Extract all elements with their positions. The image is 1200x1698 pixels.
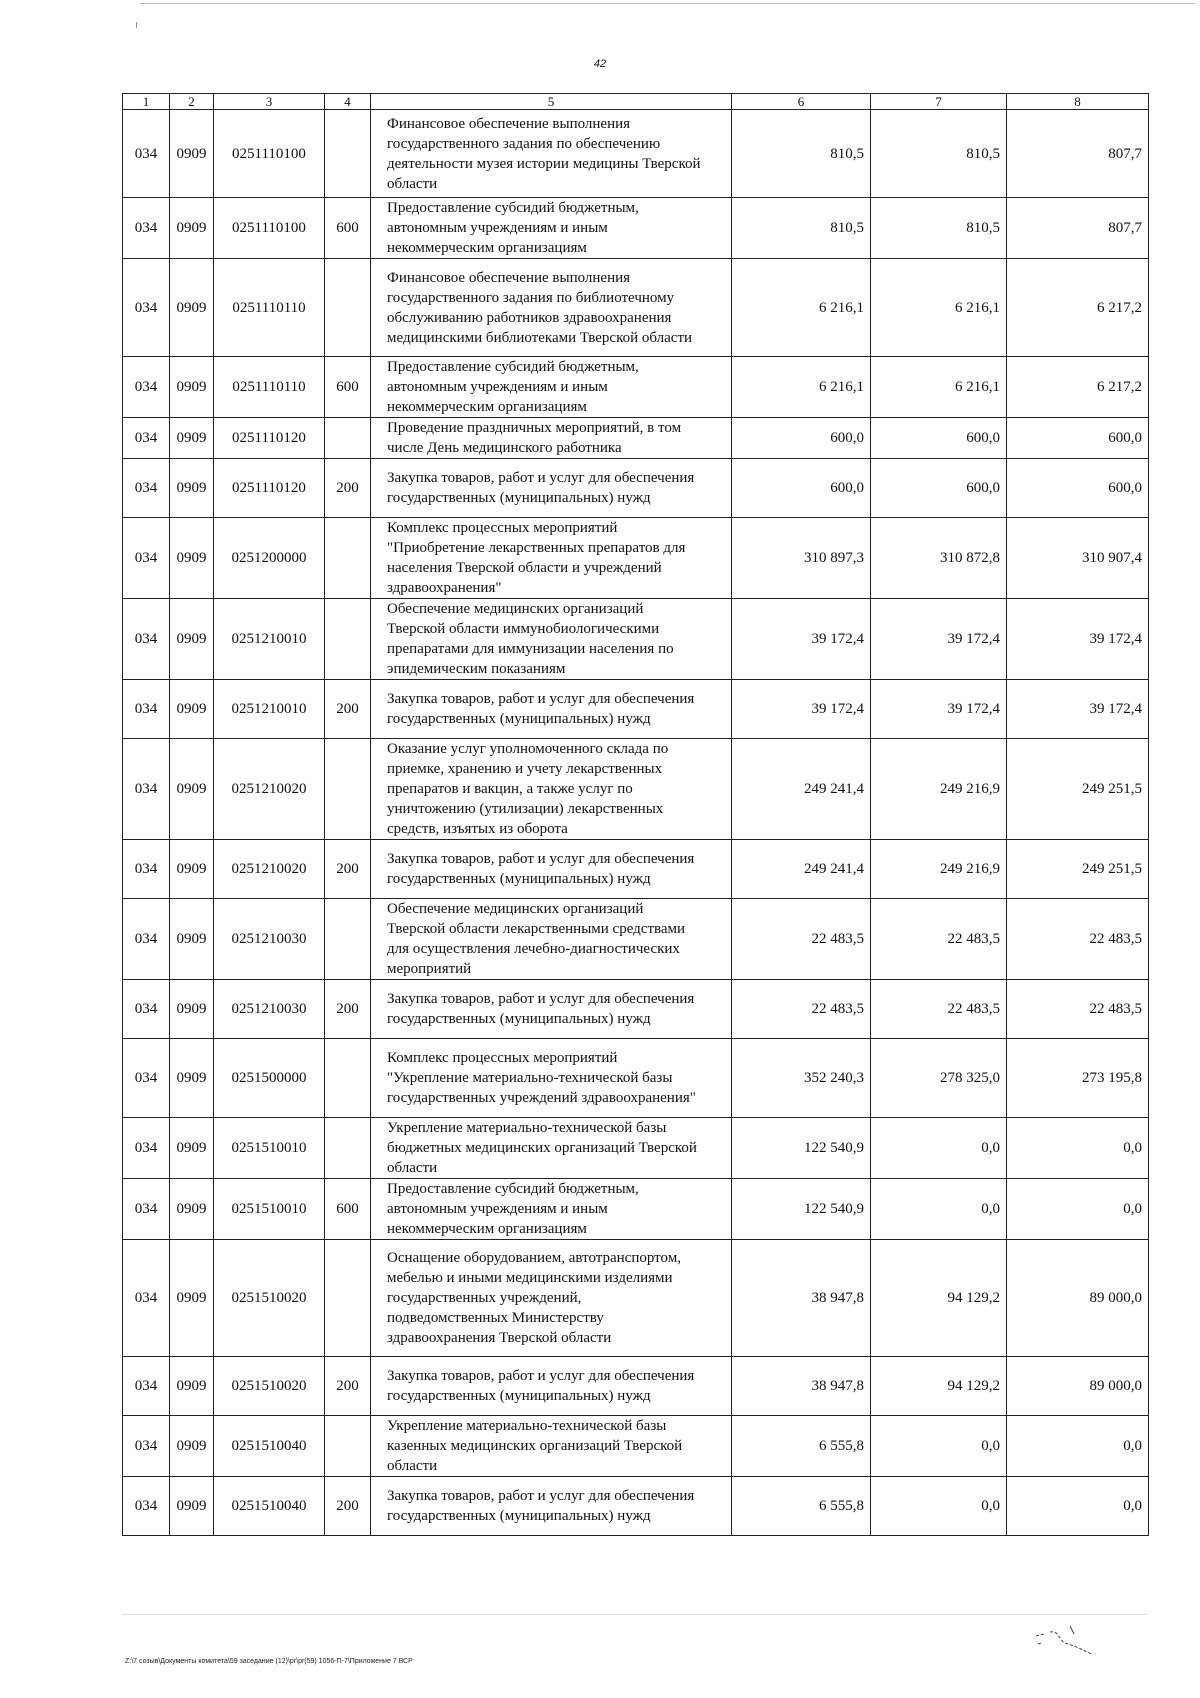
amount-col-8: 807,7 [1007, 110, 1149, 198]
description-line: Закупка товаров, работ и услуг для обеспечения [387, 470, 695, 486]
dept-code: 034 [123, 1357, 170, 1416]
handwritten-mark [1030, 1622, 1100, 1662]
description-line: государственных (муниципальных) нужд [387, 711, 651, 727]
section-code: 0909 [170, 1416, 214, 1477]
dept-code: 034 [123, 518, 170, 599]
table-row [123, 1118, 1149, 1179]
dept-code: 034 [123, 739, 170, 840]
dept-code: 034 [123, 198, 170, 259]
description-line: эпидемическим показаниям [387, 661, 566, 677]
amount-col-6: 38 947,8 [732, 1357, 871, 1416]
dept-code: 034 [123, 899, 170, 980]
description-line: препаратов и вакцин, а также услуг по [387, 781, 633, 797]
section-code: 0909 [170, 840, 214, 899]
section-code: 0909 [170, 518, 214, 599]
section-code: 0909 [170, 980, 214, 1039]
section-code: 0909 [170, 357, 214, 418]
row-description [371, 599, 732, 680]
description-line: Обеспечение медицинских организаций [387, 601, 644, 617]
row-description [371, 1240, 732, 1357]
amount-col-7: 0,0 [871, 1477, 1007, 1536]
amount-col-8: 89 000,0 [1007, 1357, 1149, 1416]
description-line: государственного задания по библиотечному [387, 289, 675, 306]
description-line: уничтожению (утилизации) лекарственных [387, 801, 664, 817]
table-row [123, 518, 1149, 599]
amount-col-7: 6 216,1 [871, 259, 1007, 357]
amount-col-8: 6 217,2 [1007, 259, 1149, 357]
amount-col-7: 94 129,2 [871, 1357, 1007, 1416]
amount-col-6: 310 897,3 [732, 518, 871, 599]
description-line: средств, изъятых из оборота [387, 821, 568, 837]
row-description [371, 680, 732, 739]
description-line: Комплекс процессных мероприятий [387, 1050, 618, 1066]
table-row [123, 357, 1149, 418]
dept-code: 034 [123, 1416, 170, 1477]
amount-col-6: 122 540,9 [732, 1179, 871, 1240]
amount-col-7: 249 216,9 [871, 739, 1007, 840]
amount-col-8: 0,0 [1007, 1118, 1149, 1179]
description-line: здравоохранения Тверской области [387, 1330, 612, 1346]
row-description [371, 980, 732, 1039]
row-description [371, 1477, 732, 1536]
expense-type-code: 600 [325, 357, 371, 418]
target-article-code: 0251110100 [214, 110, 325, 198]
description-line: Предоставление субсидий бюджетным, [387, 359, 639, 375]
amount-col-6: 6 216,1 [732, 357, 871, 418]
dept-code: 034 [123, 599, 170, 680]
dept-code: 034 [123, 357, 170, 418]
row-description [371, 418, 732, 459]
description-line: Финансовое обеспечение выполнения [387, 115, 631, 132]
target-article-code: 0251210020 [214, 840, 325, 899]
amount-col-8: 249 251,5 [1007, 840, 1149, 899]
expense-type-code: 200 [325, 840, 371, 899]
description-line: государственных (муниципальных) нужд [387, 1388, 651, 1404]
amount-col-6: 810,5 [732, 198, 871, 259]
row-description [371, 1118, 732, 1179]
description-line: Оснащение оборудованием, автотранспортом, [387, 1250, 681, 1266]
description-line: автономным учреждениям и иным [387, 1201, 608, 1217]
description-line: некоммерческим организациям [387, 1221, 587, 1237]
expense-type-code: 200 [325, 1357, 371, 1416]
amount-col-6: 6 555,8 [732, 1416, 871, 1477]
target-article-code: 0251110120 [214, 459, 325, 518]
table-row [123, 899, 1149, 980]
target-article-code: 0251510020 [214, 1240, 325, 1357]
row-description [371, 1416, 732, 1477]
row-description [371, 259, 732, 357]
description-line: населения Тверской области и учреждений [387, 560, 662, 576]
description-line: государственного задания по обеспечению [387, 135, 661, 152]
amount-col-7: 22 483,5 [871, 899, 1007, 980]
description-line: здравоохранения" [387, 580, 502, 596]
row-description [371, 1179, 732, 1240]
expense-type-code [325, 739, 371, 840]
target-article-code: 0251210020 [214, 739, 325, 840]
description-line: Тверской области иммунобиологическими [387, 621, 660, 637]
description-line: Предоставление субсидий бюджетным, [387, 1181, 639, 1197]
amount-col-8: 89 000,0 [1007, 1240, 1149, 1357]
description-line: области [387, 1458, 438, 1474]
amount-col-6: 22 483,5 [732, 980, 871, 1039]
table-row [123, 599, 1149, 680]
amount-col-8: 600,0 [1007, 459, 1149, 518]
amount-col-6: 22 483,5 [732, 899, 871, 980]
amount-col-8: 0,0 [1007, 1477, 1149, 1536]
description-line: деятельности музея истории медицины Тверской [387, 155, 701, 172]
dept-code: 034 [123, 840, 170, 899]
amount-col-6: 39 172,4 [732, 599, 871, 680]
expense-type-code: 200 [325, 680, 371, 739]
description-line: области [387, 175, 438, 192]
target-article-code: 0251510010 [214, 1118, 325, 1179]
description-line: препаратами для иммунизации населения по [387, 641, 674, 657]
target-article-code: 0251210010 [214, 599, 325, 680]
target-article-code: 0251510040 [214, 1416, 325, 1477]
amount-col-8: 6 217,2 [1007, 357, 1149, 418]
target-article-code: 0251510040 [214, 1477, 325, 1536]
description-line: Закупка товаров, работ и услуг для обеспечения [387, 1488, 695, 1504]
dept-code: 034 [123, 259, 170, 357]
header-col-3: 3 [214, 94, 325, 110]
expense-type-code [325, 1240, 371, 1357]
amount-col-6: 6 216,1 [732, 259, 871, 357]
description-line: Обеспечение медицинских организаций [387, 901, 644, 917]
dept-code: 034 [123, 1039, 170, 1118]
target-article-code: 0251210010 [214, 680, 325, 739]
amount-col-7: 0,0 [871, 1118, 1007, 1179]
amount-col-6: 38 947,8 [732, 1240, 871, 1357]
header-col-4: 4 [325, 94, 371, 110]
file-path: Z:\7 созыв\Документы комитета\59 заседание (12)\pr\pr(59) 1056-П-7\Приложение 7 ВСР [125, 1658, 413, 1665]
amount-col-6: 249 241,4 [732, 739, 871, 840]
description-line: государственных учреждений здравоохранения" [387, 1090, 696, 1106]
header-col-1: 1 [123, 94, 170, 110]
amount-col-7: 310 872,8 [871, 518, 1007, 599]
description-line: "Приобретение лекарственных препаратов для [387, 540, 686, 556]
description-line: области [387, 1160, 438, 1176]
amount-col-8: 273 195,8 [1007, 1039, 1149, 1118]
table-row [123, 980, 1149, 1039]
section-code: 0909 [170, 110, 214, 198]
table-row [123, 680, 1149, 739]
description-line: Финансовое обеспечение выполнения [387, 269, 631, 286]
row-description [371, 198, 732, 259]
table-row [123, 110, 1149, 198]
expense-type-code [325, 1416, 371, 1477]
section-code: 0909 [170, 1357, 214, 1416]
description-line: Комплекс процессных мероприятий [387, 520, 618, 536]
section-code: 0909 [170, 259, 214, 357]
margin-mark [136, 22, 137, 28]
row-description [371, 110, 732, 198]
budget-table [122, 93, 1149, 1536]
section-code: 0909 [170, 1179, 214, 1240]
description-line: Закупка товаров, работ и услуг для обеспечения [387, 851, 695, 867]
section-code: 0909 [170, 198, 214, 259]
expense-type-code: 200 [325, 1477, 371, 1536]
amount-col-6: 249 241,4 [732, 840, 871, 899]
table-row [123, 1416, 1149, 1477]
amount-col-7: 600,0 [871, 459, 1007, 518]
dept-code: 034 [123, 680, 170, 739]
table-row [123, 259, 1149, 357]
description-line: автономным учреждениям и иным [387, 220, 608, 236]
description-line: мероприятий [387, 961, 472, 977]
description-line: для осуществления лечебно-диагностических [387, 941, 680, 957]
description-line: мебелью и иными медицинскими изделиями [387, 1270, 673, 1286]
expense-type-code [325, 418, 371, 459]
section-code: 0909 [170, 1039, 214, 1118]
amount-col-7: 249 216,9 [871, 840, 1007, 899]
target-article-code: 0251110100 [214, 198, 325, 259]
description-line: государственных (муниципальных) нужд [387, 871, 651, 887]
dept-code: 034 [123, 459, 170, 518]
top-rule [140, 3, 1195, 4]
section-code: 0909 [170, 418, 214, 459]
header-col-2: 2 [170, 94, 214, 110]
page-number: 42 [593, 58, 607, 70]
expense-type-code: 200 [325, 980, 371, 1039]
row-description [371, 518, 732, 599]
amount-col-7: 810,5 [871, 198, 1007, 259]
target-article-code: 0251110110 [214, 259, 325, 357]
amount-col-8: 249 251,5 [1007, 739, 1149, 840]
description-line: Закупка товаров, работ и услуг для обеспечения [387, 991, 695, 1007]
amount-col-8: 0,0 [1007, 1179, 1149, 1240]
description-line: некоммерческим организациям [387, 399, 587, 415]
dept-code: 034 [123, 1118, 170, 1179]
amount-col-8: 310 907,4 [1007, 518, 1149, 599]
amount-col-8: 39 172,4 [1007, 599, 1149, 680]
amount-col-8: 39 172,4 [1007, 680, 1149, 739]
target-article-code: 0251500000 [214, 1039, 325, 1118]
amount-col-7: 0,0 [871, 1179, 1007, 1240]
amount-col-6: 810,5 [732, 110, 871, 198]
header-col-7: 7 [871, 94, 1007, 110]
dept-code: 034 [123, 418, 170, 459]
table-row [123, 840, 1149, 899]
target-article-code: 0251210030 [214, 980, 325, 1039]
description-line: приемке, хранению и учету лекарственных [387, 761, 663, 777]
expense-type-code: 600 [325, 1179, 371, 1240]
description-line: государственных (муниципальных) нужд [387, 1011, 651, 1027]
dept-code: 034 [123, 1179, 170, 1240]
amount-col-6: 6 555,8 [732, 1477, 871, 1536]
amount-col-7: 39 172,4 [871, 680, 1007, 739]
table-row [123, 739, 1149, 840]
expense-type-code: 200 [325, 459, 371, 518]
row-description [371, 1039, 732, 1118]
amount-col-8: 22 483,5 [1007, 899, 1149, 980]
table-row [123, 1179, 1149, 1240]
description-line: бюджетных медицинских организаций Тверской [387, 1140, 697, 1156]
description-line: медицинскими библиотеками Тверской области [387, 329, 693, 346]
amount-col-8: 600,0 [1007, 418, 1149, 459]
description-line: числе День медицинского работника [387, 440, 622, 456]
description-line: Тверской области лекарственными средствами [387, 921, 686, 937]
description-line: Закупка товаров, работ и услуг для обеспечения [387, 1368, 695, 1384]
amount-col-7: 6 216,1 [871, 357, 1007, 418]
table-row [123, 1357, 1149, 1416]
description-line: Предоставление субсидий бюджетным, [387, 200, 639, 216]
amount-col-8: 807,7 [1007, 198, 1149, 259]
header-col-5: 5 [371, 94, 732, 110]
description-line: государственных (муниципальных) нужд [387, 1508, 651, 1524]
row-description [371, 840, 732, 899]
expense-type-code [325, 599, 371, 680]
target-article-code: 0251110120 [214, 418, 325, 459]
dept-code: 034 [123, 1240, 170, 1357]
amount-col-8: 22 483,5 [1007, 980, 1149, 1039]
expense-type-code [325, 1039, 371, 1118]
expense-type-code: 600 [325, 198, 371, 259]
table-body [123, 110, 1149, 1536]
dept-code: 034 [123, 980, 170, 1039]
target-article-code: 0251510020 [214, 1357, 325, 1416]
amount-col-7: 39 172,4 [871, 599, 1007, 680]
target-article-code: 0251110110 [214, 357, 325, 418]
dept-code: 034 [123, 110, 170, 198]
table-row [123, 1477, 1149, 1536]
section-code: 0909 [170, 680, 214, 739]
table-header-row [123, 94, 1149, 110]
section-code: 0909 [170, 459, 214, 518]
target-article-code: 0251200000 [214, 518, 325, 599]
amount-col-6: 122 540,9 [732, 1118, 871, 1179]
table-row [123, 198, 1149, 259]
amount-col-7: 600,0 [871, 418, 1007, 459]
description-line: некоммерческим организациям [387, 240, 587, 256]
row-description [371, 357, 732, 418]
target-article-code: 0251510010 [214, 1179, 325, 1240]
amount-col-7: 0,0 [871, 1416, 1007, 1477]
section-code: 0909 [170, 1240, 214, 1357]
amount-col-8: 0,0 [1007, 1416, 1149, 1477]
amount-col-7: 810,5 [871, 110, 1007, 198]
row-description [371, 899, 732, 980]
description-line: государственных (муниципальных) нужд [387, 490, 651, 506]
expense-type-code [325, 518, 371, 599]
table-row [123, 1240, 1149, 1357]
description-line: казенных медицинских организаций Тверской [387, 1438, 683, 1454]
amount-col-6: 39 172,4 [732, 680, 871, 739]
expense-type-code [325, 110, 371, 198]
amount-col-7: 22 483,5 [871, 980, 1007, 1039]
description-line: Укрепление материально-технической базы [387, 1418, 667, 1434]
amount-col-6: 600,0 [732, 459, 871, 518]
dept-code: 034 [123, 1477, 170, 1536]
section-code: 0909 [170, 599, 214, 680]
target-article-code: 0251210030 [214, 899, 325, 980]
amount-col-6: 352 240,3 [732, 1039, 871, 1118]
section-code: 0909 [170, 899, 214, 980]
amount-col-7: 278 325,0 [871, 1039, 1007, 1118]
expense-type-code [325, 899, 371, 980]
description-line: Закупка товаров, работ и услуг для обеспечения [387, 691, 695, 707]
row-description [371, 739, 732, 840]
section-code: 0909 [170, 739, 214, 840]
description-line: Оказание услуг уполномоченного склада по [387, 741, 669, 757]
description-line: Проведение праздничных мероприятий, в том [387, 420, 682, 436]
header-col-8: 8 [1007, 94, 1149, 110]
expense-type-code [325, 259, 371, 357]
description-line: Укрепление материально-технической базы [387, 1120, 667, 1136]
row-description [371, 459, 732, 518]
row-description [371, 1357, 732, 1416]
amount-col-6: 600,0 [732, 418, 871, 459]
expense-type-code [325, 1118, 371, 1179]
table-row [123, 1039, 1149, 1118]
header-col-6: 6 [732, 94, 871, 110]
amount-col-7: 94 129,2 [871, 1240, 1007, 1357]
description-line: автономным учреждениям и иным [387, 379, 608, 395]
table-row [123, 418, 1149, 459]
description-line: государственных учреждений, [387, 1290, 582, 1306]
description-line: "Укрепление материально-технической базы [387, 1070, 673, 1086]
section-code: 0909 [170, 1118, 214, 1179]
description-line: подведомственных Министерству [387, 1310, 604, 1326]
footer-rule [122, 1614, 1148, 1615]
table-row [123, 459, 1149, 518]
description-line: обслуживанию работников здравоохранения [387, 309, 672, 326]
section-code: 0909 [170, 1477, 214, 1536]
